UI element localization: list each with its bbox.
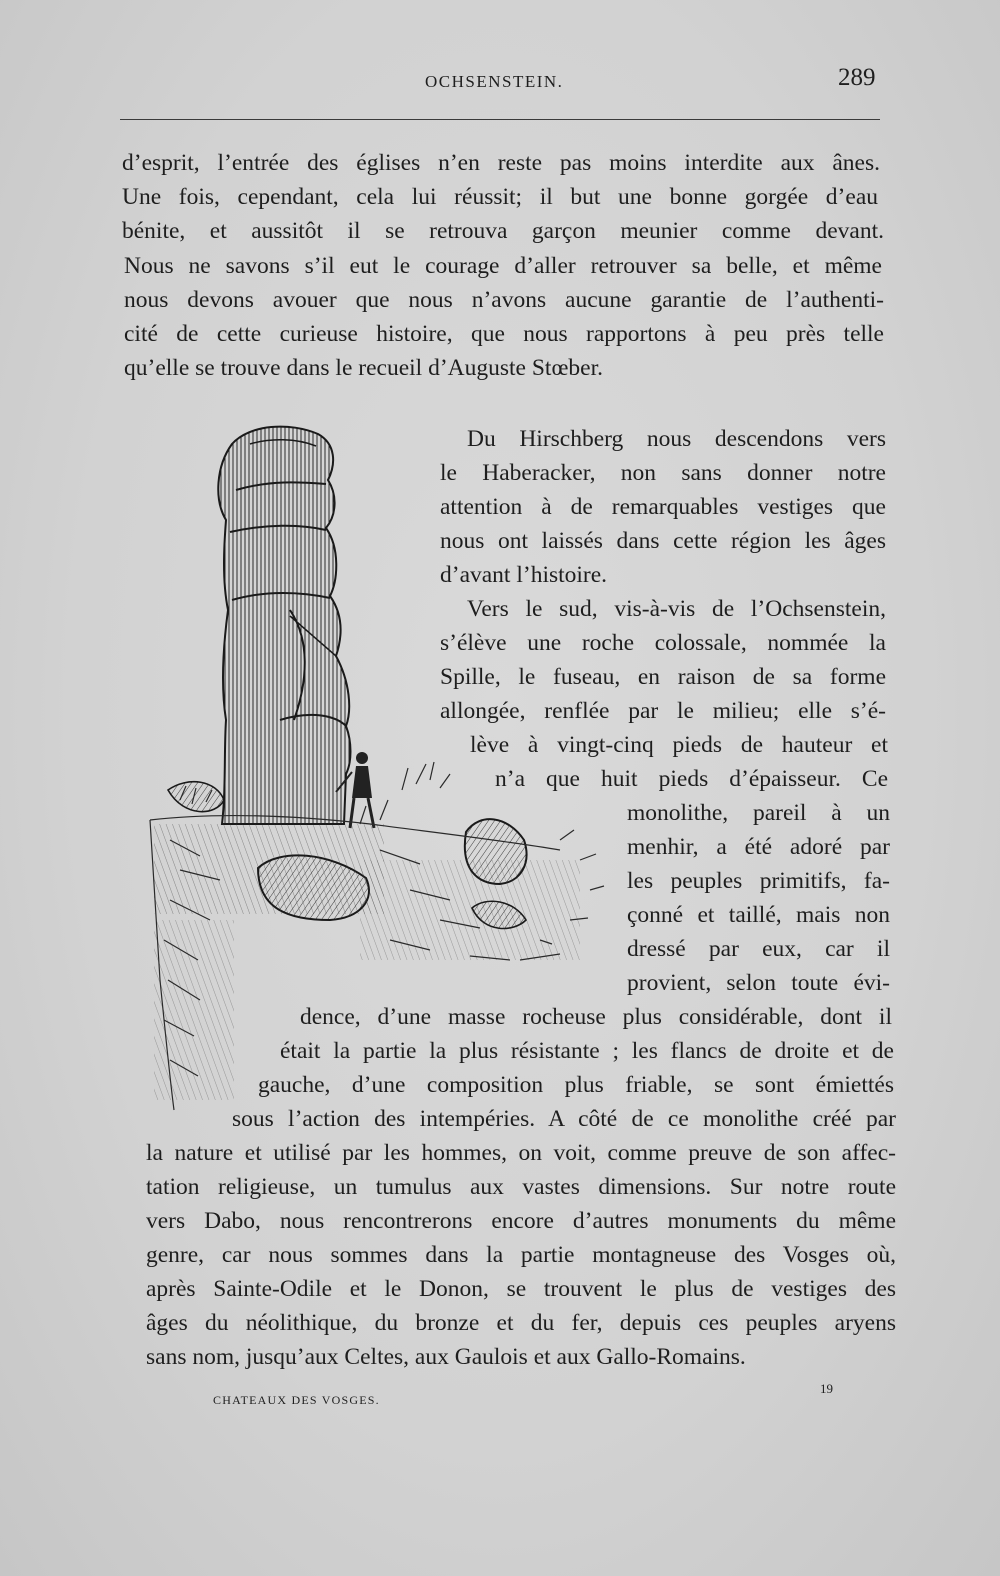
text-line: Vers le sud, vis-à-vis de l’Ochsenstein, bbox=[467, 596, 886, 622]
text-line: tation religieuse, un tumulus aux vastes dimensions. Sur notre route bbox=[146, 1174, 896, 1200]
text-line: s’élève une roche colossale, nommée la bbox=[440, 630, 886, 656]
text-line: nous devons avouer que nous n’avons aucune garantie de l’authenti- bbox=[124, 287, 884, 313]
text-line: dence, d’une masse rocheuse plus considérable, dont il bbox=[300, 1004, 892, 1030]
text-line: Une fois, cependant, cela lui réussit; il but une bonne gorgée d’eau bbox=[122, 184, 878, 210]
text-line: la nature et utilisé par les hommes, on voit, comme preuve de son affec- bbox=[146, 1140, 896, 1166]
text-line: dressé par eux, car il bbox=[627, 936, 890, 962]
text-line: cité de cette curieuse histoire, que nous rapportons à peu près telle bbox=[124, 321, 884, 347]
text-line: lève à vingt-cinq pieds de hauteur et bbox=[470, 732, 888, 758]
text-line: attention à de remarquables vestiges que bbox=[440, 494, 886, 520]
text-line: menhir, a été adoré par bbox=[627, 834, 890, 860]
text-line: d’avant l’histoire. bbox=[440, 562, 608, 588]
running-head: OCHSENSTEIN. bbox=[425, 72, 564, 91]
text-line: âges du néolithique, du bronze et du fer, depuis ces peuples aryens bbox=[146, 1310, 896, 1336]
text-line: allongée, renflée par le milieu; elle s’é- bbox=[440, 698, 886, 724]
standing-stone-engraving-icon bbox=[140, 420, 620, 1120]
text-line: d’esprit, l’entrée des églises n’en reste pas moins interdite aux ânes. bbox=[122, 150, 880, 176]
text-line: monolithe, pareil à un bbox=[627, 800, 890, 826]
text-line: n’a que huit pieds d’épaisseur. Ce bbox=[495, 766, 888, 792]
text-line: sous l’action des intempéries. A côté de ce monolithe créé par bbox=[232, 1106, 896, 1132]
text-line: après Sainte-Odile et le Donon, se trouvent le plus de vestiges des bbox=[146, 1276, 896, 1302]
text-line: sans nom, jusqu’aux Celtes, aux Gaulois et aux Gallo-Romains. bbox=[146, 1344, 746, 1370]
monolith bbox=[218, 427, 350, 824]
text-line: le Haberacker, non sans donner notre bbox=[440, 460, 886, 486]
gathering-number: 19 bbox=[820, 1381, 833, 1396]
text-line: provient, selon toute évi- bbox=[627, 970, 890, 996]
text-line: Nous ne savons s’il eut le courage d’aller retrouver sa belle, et même bbox=[124, 253, 882, 279]
text-line: Spille, le fuseau, en raison de sa forme bbox=[440, 664, 886, 690]
text-line: Du Hirschberg nous descendons vers bbox=[467, 426, 886, 452]
text-line: qu’elle se trouve dans le recueil d’Auguste Stœber. bbox=[124, 355, 603, 381]
text-line: bénite, et aussitôt il se retrouva garçon meunier comme devant. bbox=[122, 218, 884, 244]
header-rule bbox=[120, 119, 880, 120]
text-line: gauche, d’une composition plus friable, se sont émiettés bbox=[258, 1072, 894, 1098]
text-line: genre, car nous sommes dans la partie montagneuse des Vosges où, bbox=[146, 1242, 896, 1268]
text-line: çonné et taillé, mais non bbox=[627, 902, 890, 928]
signature-mark: CHATEAUX DES VOSGES. bbox=[213, 1393, 380, 1407]
text-line: vers Dabo, nous rencontrerons encore d’autres monuments du même bbox=[146, 1208, 896, 1234]
page-number: 289 bbox=[838, 64, 876, 91]
text-line: les peuples primitifs, fa- bbox=[627, 868, 890, 894]
text-line: nous ont laissés dans cette région les âges bbox=[440, 528, 886, 554]
text-line: était la partie la plus résistante ; les flancs de droite et de bbox=[280, 1038, 894, 1064]
